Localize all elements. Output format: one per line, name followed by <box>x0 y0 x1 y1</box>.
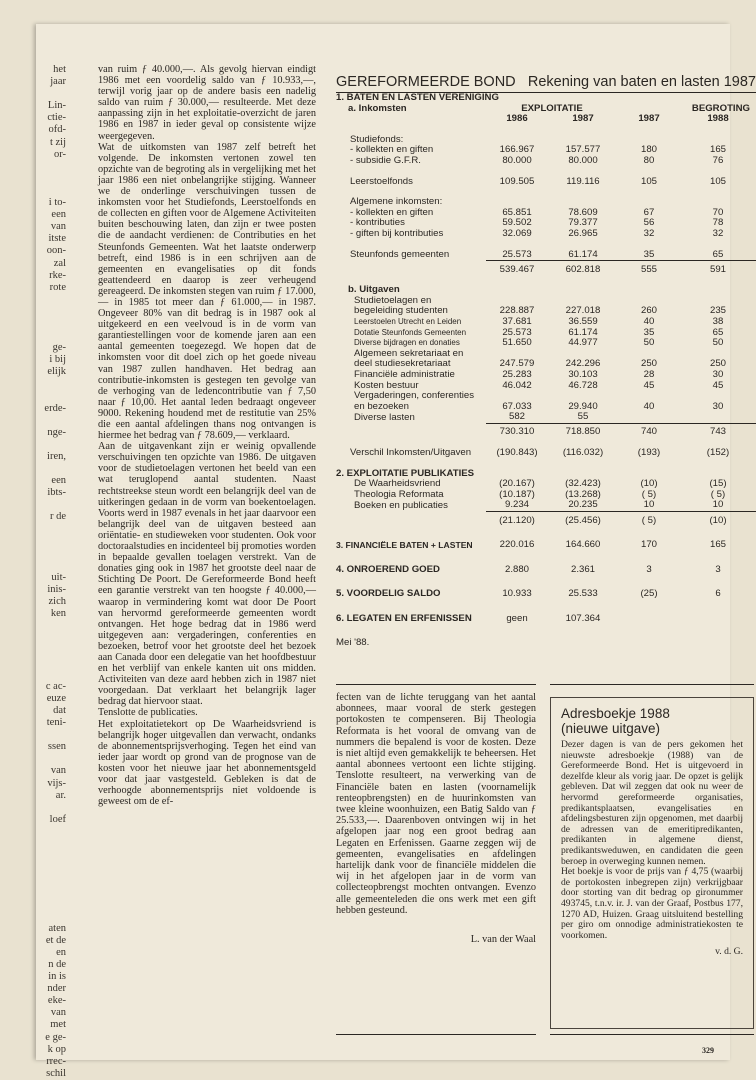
row-label: Verschil Inkomsten/Uitgaven <box>350 447 472 459</box>
cell: 105 <box>640 175 657 187</box>
fragment-line: r de <box>49 511 66 523</box>
cell: 30.103 <box>568 368 598 380</box>
fragment-line: t zij <box>49 136 66 148</box>
cell: 70 <box>712 206 724 218</box>
table-row <box>336 490 756 501</box>
cell: 30 <box>712 400 724 412</box>
fragment-line <box>36 645 66 657</box>
fragment-line <box>36 826 66 838</box>
table-row <box>336 250 756 261</box>
fragment-line <box>36 632 66 644</box>
cell: 55 <box>548 412 618 423</box>
cell: (13.268) <box>565 488 601 500</box>
cell: 107.364 <box>565 612 601 624</box>
cell: 250 <box>640 358 657 370</box>
cell: 164.660 <box>565 539 601 551</box>
cell: 109.505 <box>499 175 535 187</box>
row-label: De Waarheidsvriend <box>354 478 441 490</box>
cell: 10.933 <box>502 588 532 600</box>
fragment-line: erde- <box>44 402 66 414</box>
cell: (10) <box>640 478 658 490</box>
cell: 65 <box>680 250 756 261</box>
table-row <box>336 412 756 423</box>
fragment-line <box>36 560 66 572</box>
row-label: Financiële administratie <box>354 368 455 380</box>
page <box>36 24 756 1079</box>
cell: 165 <box>709 539 726 551</box>
statement-header <box>336 74 756 93</box>
fragment-line <box>36 753 66 765</box>
cell: 51.650 <box>502 337 532 349</box>
fragment-line <box>36 185 66 197</box>
fragment-line: van <box>50 765 66 777</box>
fragment-line <box>36 874 66 886</box>
row-label: - kollekten en giften <box>350 144 434 156</box>
cell: (21.120) <box>499 514 535 526</box>
cell: 3 <box>646 563 652 575</box>
cell: 718.850 <box>565 426 601 438</box>
column-group-begroting: BEGROTING <box>691 102 750 114</box>
cell: 50 <box>643 337 655 349</box>
cell: 28 <box>643 368 655 380</box>
cell: 30 <box>712 368 724 380</box>
cell: 29.940 <box>568 400 598 412</box>
cell: 25.573 <box>486 250 548 261</box>
fragment-line <box>36 173 66 185</box>
fragment-line: dat <box>53 704 66 716</box>
cell: 65.851 <box>502 206 532 218</box>
table-row <box>336 156 756 167</box>
cell: 555 <box>640 263 657 275</box>
cell: 260 <box>640 305 657 317</box>
cell: 32.069 <box>502 227 532 239</box>
table-row <box>336 317 756 328</box>
article-middle-column <box>336 692 536 945</box>
cell: 80.000 <box>502 154 532 166</box>
fragment-line: elijk <box>47 366 66 378</box>
fragment-line: itste <box>48 233 66 245</box>
fragment-line: en <box>56 946 66 958</box>
cell: ( 5) <box>710 488 726 500</box>
section-heading: 4. ONROEREND GOED <box>336 563 440 575</box>
cell: 3 <box>715 563 721 575</box>
paragraph: Tenslotte de publicaties. <box>98 707 198 719</box>
paragraph: fecten van de lichte teruggang van het aantal abonnees, maar vooral de sterk gestegen portokosten te compenseren. Bij Theologia Reformata is het vooral de omvang van de nummers die bepalend is voor de kosten. Deze is niet altijd even gemakkelijk te beheersen. Het aantal abonnees vertoont een lichte stijging. Tenslotte resulteert, na verwerking van de Financiële baten en lasten (voornamelijk renteopbrengsten) en de huurinkomsten van twee kleine woonhuizen, een Batig Saldo van ƒ 25.533,—. Daarenboven ontvingen wij in het afgelopen jaar nog een groot bedrag aan Legaten en Erfenissen. Gaarne zeggen wij de gemeenten, evangelisaties en afdelingen hartelijk dank voor de financiële middelen die wij in het afgelopen jaar in de vorm van collecteopbrengst mochten ontvangen. Evenzo alle gemeenteleden die ons werk met een gift hebben gesteund. <box>336 692 536 916</box>
total-row <box>336 427 756 438</box>
table-row <box>336 448 756 459</box>
row-label: Algemeen sekretariaat en <box>354 347 464 359</box>
fragment-line: n de <box>48 958 66 970</box>
fragment-line: een <box>51 475 66 487</box>
notice-title: Adresboekje 1988 <box>561 706 670 721</box>
fragment-line <box>36 548 66 560</box>
cell: geen <box>506 612 528 624</box>
cell: 36.559 <box>568 316 598 327</box>
cell: 242.296 <box>565 358 601 370</box>
fragment-line: euze <box>46 692 66 704</box>
cell: 35 <box>643 326 655 338</box>
fragment-line: zal <box>53 257 66 269</box>
total-row <box>336 265 756 276</box>
row-label: Kosten bestuur <box>354 379 419 391</box>
fragment-line: oon- <box>46 245 66 257</box>
table-row <box>336 589 756 600</box>
fragment-line <box>36 886 66 898</box>
total-row <box>336 516 756 527</box>
fragment-line <box>36 318 66 330</box>
cell: 157.577 <box>565 144 601 156</box>
cell: 602.818 <box>565 263 601 275</box>
cell: 740 <box>640 426 657 438</box>
cell: 45 <box>643 379 655 391</box>
fragment-line: inis- <box>47 584 66 596</box>
fragment-line <box>36 439 66 451</box>
table-row <box>336 402 756 413</box>
cell: 40 <box>643 400 655 412</box>
cell: 26.965 <box>568 227 598 239</box>
fragment-line: in is <box>48 971 66 983</box>
fragment-line: van <box>50 1007 66 1019</box>
year-header: 1988 <box>707 113 729 125</box>
fragment-line <box>36 536 66 548</box>
fragment-line <box>36 862 66 874</box>
cell: (10) <box>709 514 727 526</box>
fragment-line <box>36 850 66 862</box>
fragment-line: uit- <box>51 571 66 583</box>
row-label: Algemene inkomsten: <box>350 196 443 208</box>
paragraph: Wat de uitkomsten van 1987 zelf betreft het volgende. De inkomsten vertonen zowel ten opzichte van de begroting als in vergelijking met het jaar 1986 een niet onbelangrijke stijging. Wanneer we de onderlinge verschuivingen tussen de inkomsten voor het Studiefonds, Leerstoelfonds en de collecten en giften voor de Algemene Activiteiten buiten beschouwing laten, dan zijn er twee posten die de aandacht verdienen: de Contributies en het Steunfonds Gemeenten. Wat het laatste onderwerp betreft, eind 1986 is in een schrijven aan de gemeenten en evangelisaties op dit fonds geattendeerd en daarop is zeer verheugend gereageerd. De inkomsten stegen van ruim ƒ 17.000,— in 1985 tot meer dan ƒ 61.000,— in 1987. Ongeveer 80% van dit bedrag is in 1987 ook al uitgekeerd en een veelvoud is in de vorm van garantiestellingen voor de komende jaren aan een aantal gemeenten toegezegd. We hopen dat de inkomsten voor dit doel zich op het goede niveau van 1987 zullen handhaven. Het bedrag aan contributie-inkomsten is gestegen ten gevolge van de verhoging van de ledencontributie van ƒ 7,50 naar ƒ 10,00. Het aantal leden bedraagt ongeveer 9000. Rekening houdend met de restitutie van 25% die een aantal afdelingen thans nog ontvangen is hiermee het bedrag van ƒ 78.609,— verklaard. <box>98 141 316 442</box>
organization-name: GEREFORMEERDE BOND <box>336 74 516 90</box>
cell: 25.533 <box>568 588 598 600</box>
cell: 45 <box>712 379 724 391</box>
fragment-line: k op <box>47 1043 66 1055</box>
fragment-line <box>36 294 66 306</box>
fragment-line: et de <box>45 934 66 946</box>
fragment-line <box>36 415 66 427</box>
row-label: - kollekten en giften <box>350 206 434 218</box>
fragment-line: c ac- <box>45 680 66 692</box>
cell: 170 <box>640 539 657 551</box>
table-row <box>336 328 756 339</box>
cell: 78 <box>712 217 724 229</box>
cell: 37.681 <box>502 316 532 327</box>
column-group-exploitatie: EXPLOITATIE <box>521 102 583 114</box>
row-label: Leerstoelen Utrecht en Leiden <box>354 317 462 326</box>
paragraph: Dezer dagen is van de pers gekomen het nieuwste adresboekje (1988) van de Gereformeerde Bond. Het is uitgevoerd in dezelfde kleur als vorig jaar. De opzet is gelijk gebleven. Dat wil zeggen dat ook nu weer de hervormd gereformeerde organisaties, predikantsplaatsen, evangelisaties en afdelingsbesturen zijn opgenomen, met daarbij de adressen van de emeritipredikanten, predikanten in algemene dienst, predikantsweduwen, en candidaten die geen beroep in overweging kunnen nemen. <box>561 739 743 867</box>
article-left-column <box>98 64 316 807</box>
cell: 61.174 <box>568 326 598 338</box>
row-label: - giften bij kontributies <box>350 227 444 239</box>
cell: 50 <box>712 337 724 349</box>
statement-table <box>336 93 756 649</box>
cell: 61.174 <box>548 250 618 261</box>
row-label: Diverse bijdragen en donaties <box>354 338 460 348</box>
cell: 591 <box>709 263 726 275</box>
fragment-line <box>36 620 66 632</box>
fragment-line: vijs- <box>47 777 66 789</box>
cell: 119.116 <box>566 175 600 187</box>
cell: 25.283 <box>502 368 532 380</box>
financial-statement <box>336 74 756 649</box>
fragment-line: ken <box>50 608 66 620</box>
paragraph: Het exploitatietekort op De Waarheidsvriend is belangrijk hoger uitgevallen dan verwacht, ondanks de abonnementsprijsverhoging. Tegen het eind van ieder jaar wordt op grond van de prognose van de kosten voor het nieuwe jaar het abonnementsgeld voor dat jaar vastgesteld. Gebleken is dat de verhoogde abonnementsprijs niet voldoende is geweest om de ef- <box>98 718 316 808</box>
notice-subtitle: (nieuwe uitgave) <box>561 721 661 736</box>
fragment-line: van <box>50 221 66 233</box>
cell: 166.967 <box>499 144 535 156</box>
fragment-line: aten <box>48 922 66 934</box>
fragment-line: rote <box>49 281 66 293</box>
fragment-line: met <box>50 1019 66 1031</box>
cell: 539.467 <box>499 263 535 275</box>
fragment-line: ssen <box>47 741 66 753</box>
row-label: Steunfonds gemeenten <box>350 249 450 261</box>
year-header: 1987 <box>638 113 660 125</box>
previous-column-fragment <box>36 64 66 1079</box>
table-row <box>336 565 756 576</box>
row-label: Studiefonds: <box>350 133 404 145</box>
fragment-line <box>36 729 66 741</box>
fragment-line: loef <box>49 813 66 825</box>
table-row <box>336 500 756 511</box>
section-heading: 5. VOORDELIG SALDO <box>336 588 441 600</box>
row-label: en bezoeken <box>354 400 409 412</box>
table-row <box>336 370 756 381</box>
cell: 40 <box>643 316 655 327</box>
fragment-line: nge- <box>47 426 66 438</box>
fragment-line: ofd- <box>48 124 66 136</box>
fragment-line <box>36 499 66 511</box>
cell: 235 <box>709 305 726 317</box>
fragment-line: schil <box>46 1067 66 1079</box>
adresboekje-notice <box>550 697 754 1029</box>
cell: 35 <box>618 250 680 261</box>
cell: 25.573 <box>502 326 532 338</box>
subsection-heading: b. Uitgaven <box>348 284 400 296</box>
fragment-line: iren, <box>47 451 66 462</box>
row-label: Diverse lasten <box>354 411 415 423</box>
cell: (32.423) <box>565 478 601 490</box>
cell: 44.977 <box>568 337 598 349</box>
fragment-line: i to- <box>48 197 66 209</box>
cell: 20.235 <box>548 500 618 511</box>
cell: 228.887 <box>499 305 535 317</box>
year-header: 1986 <box>506 113 528 125</box>
divider <box>550 684 754 685</box>
section-heading: 6. LEGATEN EN ERFENISSEN <box>336 612 472 624</box>
cell: 46.042 <box>502 379 532 391</box>
cell: 76 <box>712 154 724 166</box>
row-label: Studietoelagen en <box>354 294 432 306</box>
cell: (190.843) <box>496 447 538 459</box>
cell: 32 <box>643 227 655 239</box>
row-label: - kontributies <box>350 217 405 229</box>
row-label: begeleiding studenten <box>354 305 448 317</box>
year-header: 1987 <box>572 113 594 125</box>
divider <box>550 1034 754 1035</box>
divider <box>336 1034 536 1035</box>
section-heading: 1. BATEN EN LASTEN VERENIGING <box>336 92 499 103</box>
row-label: Boeken en publicaties <box>354 499 448 511</box>
notice-signature: v. d. G. <box>715 946 743 958</box>
fragment-line <box>36 911 66 923</box>
cell: 2.880 <box>504 563 529 575</box>
cell: (10.187) <box>499 488 535 500</box>
cell: ( 5) <box>641 514 657 526</box>
cell: 247.579 <box>499 358 535 370</box>
cell: 78.609 <box>568 206 598 218</box>
row-label: Dotatie Steunfonds Gemeenten <box>354 327 467 337</box>
paragraph: Aan de uitgavenkant zijn er weinig opvallende verschuivingen ten opzichte van 1986. De uitgaven voor de studietoelagen vertonen het beeld van een wat teruglopend aantal studenten. Naast rechtstreekse steun wordt een belangrijk deel van de uitkeringen gedaan in de vorm van boekentoelagen. Voorts werd in 1987 evenals in het jaar daarvoor een belangrijk deel van de uitgaven besteed aan oriëntatie- en studieweken voor studenten. Ook voor doctoraalstudies en incidenteel bij promoties worden in bepaalde gevallen toelagen verstrekt. Van de donaties ging ook in 1987 het grootste deel naar de Stichting De Poort. De Gereformeerde Bond heeft een garantie verstrekt van ten hoogste ƒ 40.000,— waarop in vermindering komt wat door De Poort van hervormd gereformeerde gemeenten wordt ontvangen. Het hoge bedrag dat in 1986 werd uitgegeven aan: vergaderingen, conferenties en bezoeken, betrof voor het grootste deel het bezoek aan Canada door een delegatie van het hoofdbestuur en het verblijf van enkele kanten uit ons midden. Activiteiten van deze aard hebben zich in 1987 niet voorgedaan. Dat verklaart het belangrijk lager bedrag dat hiervoor staat. <box>98 441 316 708</box>
fragment-line <box>36 330 66 342</box>
fragment-line: een <box>51 209 66 221</box>
cell: ( 5) <box>641 488 657 500</box>
fragment-line: jaar <box>50 76 66 88</box>
fragment-line <box>36 306 66 318</box>
fragment-line: rrec- <box>46 1055 66 1067</box>
section-heading: 3. FINANCIËLE BATEN + LASTEN <box>336 540 473 551</box>
fragment-line: ctie- <box>47 112 66 124</box>
cell: (152) <box>706 447 730 459</box>
cell: 220.016 <box>499 539 535 551</box>
fragment-line: teni- <box>46 717 66 729</box>
cell: (116.032) <box>562 447 604 459</box>
cell: 9.234 <box>486 500 548 511</box>
cell: 38 <box>712 316 724 327</box>
statement-date: Mei '88. <box>336 637 370 649</box>
fragment-line <box>36 378 66 390</box>
fragment-line: rke- <box>49 269 66 281</box>
table-row <box>336 614 756 625</box>
cell: 180 <box>640 144 657 156</box>
fragment-line <box>36 161 66 173</box>
cell: 730.310 <box>499 426 535 438</box>
fragment-line <box>36 669 66 681</box>
paragraph: Het boekje is voor de prijs van ƒ 4,75 (waarbij de portokosten inbegrepen zijn) verkrijgbaar door storting van dit bedrag op gironummer 493745, t.n.v. ir. J. van der Graaf, Postbus 177, 1270 AD, Huizen. Graag uitsluitend bestelling per giro om onnodige administratiekosten te voorkomen. <box>561 866 743 941</box>
cell: 67 <box>643 206 655 218</box>
cell: 743 <box>709 426 726 438</box>
fragment-line <box>36 838 66 850</box>
fragment-line: nder <box>47 983 66 995</box>
cell: (25.456) <box>565 514 601 526</box>
fragment-line: het <box>53 64 66 75</box>
author-signature: L. van der Waal <box>470 934 536 946</box>
cell: 10 <box>680 500 756 511</box>
fragment-line: ar. <box>55 789 66 801</box>
cell: 80 <box>643 154 655 166</box>
cell: 79.377 <box>568 217 598 229</box>
fragment-line: zich <box>48 596 66 608</box>
fragment-line: ibts- <box>47 487 66 499</box>
fragment-line: eke- <box>47 995 66 1007</box>
fragment-line <box>36 88 66 100</box>
row-label: Theologia Reformata <box>354 488 444 500</box>
cell: 10 <box>618 500 680 511</box>
row-label: - subsidie G.F.R. <box>350 154 421 166</box>
cell: (25) <box>640 588 658 600</box>
fragment-line <box>36 391 66 403</box>
table-row <box>336 306 756 317</box>
cell: 65 <box>712 326 724 338</box>
section-heading: 2. EXPLOITATIE PUBLIKATIES <box>336 467 475 479</box>
cell: (20.167) <box>499 478 535 490</box>
fragment-line <box>36 657 66 669</box>
cell: 6 <box>715 588 721 600</box>
paragraph: van ruim ƒ 40.000,—. Als gevolg hiervan eindigt 1986 met een voordelig saldo van ƒ 10.933,—, terwijl vorig jaar op de andere basis een nadelig saldo van ruim ƒ 30.000,— resulteerde. Met deze aanpassing zijn in het exploitatie-overzicht de jaren 1986 en 1987 in ieder geval op consistente wijze weergegeven. <box>98 64 316 142</box>
table-row <box>336 229 756 240</box>
fragment-line: i bij <box>49 354 66 366</box>
cell: 56 <box>643 217 655 229</box>
cell: 105 <box>709 175 726 187</box>
row-label: deel studiesekretariaat <box>354 358 451 370</box>
cell: 67.033 <box>502 400 532 412</box>
page-number: 329 <box>702 1046 714 1055</box>
fragment-line: or- <box>53 148 66 160</box>
fragment-line: Lin- <box>47 100 66 112</box>
cell: (193) <box>637 447 661 459</box>
cell: 227.018 <box>565 305 601 317</box>
statement-title: Rekening van baten en lasten 1987 <box>527 74 756 90</box>
fragment-line <box>36 802 66 814</box>
fragment-line <box>36 463 66 475</box>
table-row <box>336 540 756 551</box>
cell: 80.000 <box>568 154 598 166</box>
fragment-line <box>36 524 66 536</box>
fragment-line: e ge- <box>45 1031 66 1043</box>
divider <box>336 684 536 685</box>
cell: 59.502 <box>502 217 532 229</box>
cell: 32 <box>712 227 724 239</box>
cell: (15) <box>709 478 727 490</box>
fragment-line <box>36 898 66 910</box>
cell: 46.728 <box>568 379 598 391</box>
table-row <box>336 177 756 188</box>
row-label: Vergaderingen, conferenties <box>354 390 475 402</box>
fragment-line: ge- <box>52 342 66 354</box>
cell: 165 <box>709 144 726 156</box>
row-label: Leerstoelfonds <box>350 175 413 187</box>
cell: 250 <box>709 358 726 370</box>
cell: 2.361 <box>570 563 595 575</box>
cell: 582 <box>486 412 548 423</box>
subsection-heading: a. Inkomsten <box>348 102 407 114</box>
